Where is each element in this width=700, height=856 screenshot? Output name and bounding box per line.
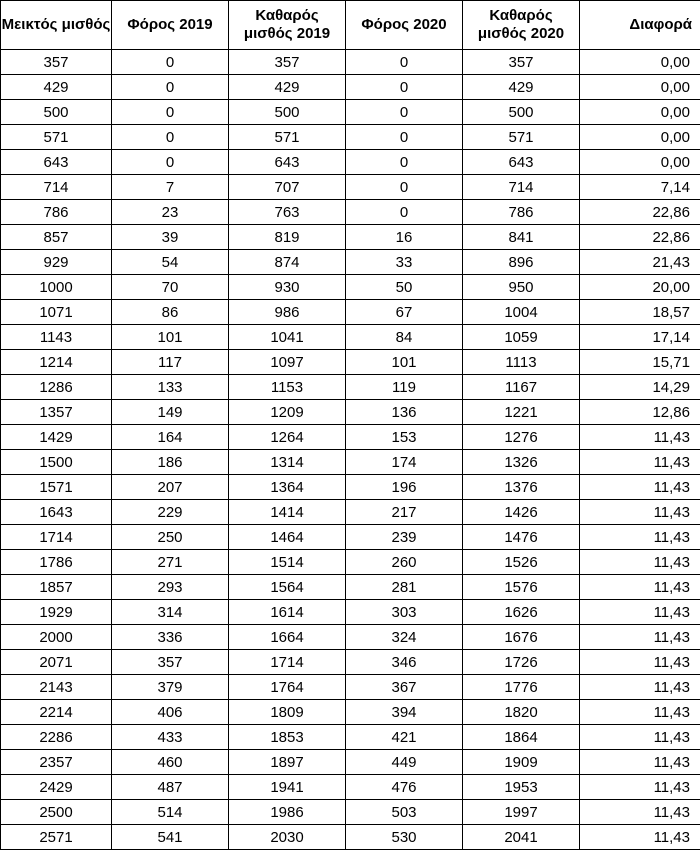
gross-salary-cell: 1214 (1, 350, 112, 375)
tax-2020-cell: 281 (346, 575, 463, 600)
table-body (1, 50, 700, 850)
table-row (1, 700, 700, 725)
gross-salary-cell: 357 (1, 50, 112, 75)
table-row (1, 775, 700, 800)
tax-2019-cell: 229 (112, 500, 229, 525)
difference-cell: 11,43 (580, 425, 700, 450)
gross-salary-cell: 2071 (1, 650, 112, 675)
difference-cell: 0,00 (580, 100, 700, 125)
tax-2019-cell: 314 (112, 600, 229, 625)
difference-cell: 18,57 (580, 300, 700, 325)
gross-salary-cell: 643 (1, 150, 112, 175)
difference-cell: 11,43 (580, 800, 700, 825)
tax-2020-cell: 136 (346, 400, 463, 425)
gross-salary-cell: 1143 (1, 325, 112, 350)
table-row (1, 50, 700, 75)
net-salary-2020-cell: 1426 (463, 500, 580, 525)
tax-2019-cell: 0 (112, 50, 229, 75)
net-salary-2020-cell: 1909 (463, 750, 580, 775)
tax-2019-cell: 186 (112, 450, 229, 475)
difference-cell: 11,43 (580, 450, 700, 475)
tax-2019-cell: 54 (112, 250, 229, 275)
net-salary-2019-cell: 643 (229, 150, 346, 175)
gross-salary-cell: 2429 (1, 775, 112, 800)
net-salary-2019-cell: 819 (229, 225, 346, 250)
tax-2020-cell: 367 (346, 675, 463, 700)
tax-2020-cell: 346 (346, 650, 463, 675)
net-salary-2020-cell: 1059 (463, 325, 580, 350)
tax-2019-cell: 207 (112, 475, 229, 500)
net-salary-2019-cell: 571 (229, 125, 346, 150)
tax-2019-cell: 0 (112, 100, 229, 125)
table-row (1, 325, 700, 350)
net-salary-2019-cell: 1041 (229, 325, 346, 350)
tax-2020-cell: 503 (346, 800, 463, 825)
table-row (1, 225, 700, 250)
table-row (1, 825, 700, 850)
gross-salary-cell: 2214 (1, 700, 112, 725)
net-salary-2019-cell: 1986 (229, 800, 346, 825)
net-salary-2020-cell: 950 (463, 275, 580, 300)
gross-salary-cell: 500 (1, 100, 112, 125)
table-row (1, 200, 700, 225)
gross-salary-cell: 1500 (1, 450, 112, 475)
net-salary-2020-cell: 1997 (463, 800, 580, 825)
net-salary-2020-cell: 643 (463, 150, 580, 175)
net-salary-2019-cell: 1097 (229, 350, 346, 375)
table-row (1, 625, 700, 650)
tax-2020-cell: 0 (346, 200, 463, 225)
net-salary-2020-cell: 1326 (463, 450, 580, 475)
net-salary-2019-cell: 1564 (229, 575, 346, 600)
net-salary-2020-cell: 1276 (463, 425, 580, 450)
net-salary-2019-cell: 1764 (229, 675, 346, 700)
header-row (1, 1, 700, 50)
tax-2020-cell: 217 (346, 500, 463, 525)
difference-cell: 14,29 (580, 375, 700, 400)
net-salary-2019-cell: 1853 (229, 725, 346, 750)
difference-cell: 11,43 (580, 625, 700, 650)
table-row (1, 150, 700, 175)
tax-2020-cell: 530 (346, 825, 463, 850)
tax-2019-cell: 7 (112, 175, 229, 200)
net-salary-2019-cell: 2030 (229, 825, 346, 850)
table-row (1, 275, 700, 300)
tax-2020-cell: 324 (346, 625, 463, 650)
gross-salary-cell: 1571 (1, 475, 112, 500)
table-row (1, 100, 700, 125)
tax-2019-cell: 293 (112, 575, 229, 600)
gross-salary-cell: 786 (1, 200, 112, 225)
gross-salary-cell: 1714 (1, 525, 112, 550)
net-salary-2020-cell: 1526 (463, 550, 580, 575)
net-salary-2019-cell: 1414 (229, 500, 346, 525)
tax-2019-cell: 460 (112, 750, 229, 775)
net-salary-2019-cell: 1897 (229, 750, 346, 775)
gross-salary-cell: 1071 (1, 300, 112, 325)
difference-cell: 15,71 (580, 350, 700, 375)
tax-2019-cell: 0 (112, 150, 229, 175)
net-salary-2019-cell: 763 (229, 200, 346, 225)
table-row (1, 750, 700, 775)
tax-2020-cell: 0 (346, 100, 463, 125)
tax-2019-cell: 133 (112, 375, 229, 400)
tax-2019-cell: 70 (112, 275, 229, 300)
difference-cell: 17,14 (580, 325, 700, 350)
net-salary-2019-cell: 1514 (229, 550, 346, 575)
difference-cell: 11,43 (580, 575, 700, 600)
tax-2020-cell: 119 (346, 375, 463, 400)
header-tax-2019: Φόρος 2019 (112, 1, 229, 50)
table-row (1, 800, 700, 825)
table-row (1, 425, 700, 450)
tax-2020-cell: 0 (346, 75, 463, 100)
table-row (1, 600, 700, 625)
table-row (1, 375, 700, 400)
tax-2020-cell: 449 (346, 750, 463, 775)
tax-2020-cell: 239 (346, 525, 463, 550)
header-gross-salary: Μεικτός μισθός (1, 1, 112, 50)
tax-2019-cell: 487 (112, 775, 229, 800)
net-salary-2019-cell: 1614 (229, 600, 346, 625)
net-salary-2019-cell: 357 (229, 50, 346, 75)
difference-cell: 7,14 (580, 175, 700, 200)
gross-salary-cell: 2357 (1, 750, 112, 775)
tax-2020-cell: 16 (346, 225, 463, 250)
difference-cell: 11,43 (580, 825, 700, 850)
tax-2019-cell: 271 (112, 550, 229, 575)
tax-2019-cell: 514 (112, 800, 229, 825)
gross-salary-cell: 2286 (1, 725, 112, 750)
gross-salary-cell: 2000 (1, 625, 112, 650)
table-row (1, 250, 700, 275)
net-salary-2020-cell: 1776 (463, 675, 580, 700)
net-salary-2020-cell: 1167 (463, 375, 580, 400)
gross-salary-cell: 929 (1, 250, 112, 275)
tax-2020-cell: 0 (346, 50, 463, 75)
difference-cell: 0,00 (580, 75, 700, 100)
table-row (1, 725, 700, 750)
table-row (1, 450, 700, 475)
tax-2019-cell: 250 (112, 525, 229, 550)
gross-salary-cell: 571 (1, 125, 112, 150)
difference-cell: 21,43 (580, 250, 700, 275)
gross-salary-cell: 2571 (1, 825, 112, 850)
gross-salary-cell: 1286 (1, 375, 112, 400)
tax-2020-cell: 0 (346, 150, 463, 175)
tax-2019-cell: 0 (112, 125, 229, 150)
tax-2019-cell: 101 (112, 325, 229, 350)
net-salary-2019-cell: 707 (229, 175, 346, 200)
tax-2019-cell: 541 (112, 825, 229, 850)
table-row (1, 675, 700, 700)
tax-2019-cell: 433 (112, 725, 229, 750)
difference-cell: 11,43 (580, 650, 700, 675)
tax-2019-cell: 357 (112, 650, 229, 675)
net-salary-2020-cell: 1820 (463, 700, 580, 725)
tax-2020-cell: 101 (346, 350, 463, 375)
gross-salary-cell: 2500 (1, 800, 112, 825)
gross-salary-cell: 2143 (1, 675, 112, 700)
table-row (1, 400, 700, 425)
tax-2020-cell: 0 (346, 175, 463, 200)
difference-cell: 11,43 (580, 700, 700, 725)
table-row (1, 650, 700, 675)
table-row (1, 350, 700, 375)
tax-2020-cell: 196 (346, 475, 463, 500)
net-salary-2019-cell: 1314 (229, 450, 346, 475)
net-salary-2020-cell: 1476 (463, 525, 580, 550)
net-salary-2020-cell: 1953 (463, 775, 580, 800)
tax-2019-cell: 23 (112, 200, 229, 225)
tax-2020-cell: 153 (346, 425, 463, 450)
net-salary-2019-cell: 1809 (229, 700, 346, 725)
gross-salary-cell: 429 (1, 75, 112, 100)
gross-salary-cell: 1429 (1, 425, 112, 450)
table-row (1, 475, 700, 500)
difference-cell: 0,00 (580, 50, 700, 75)
net-salary-2020-cell: 1676 (463, 625, 580, 650)
tax-2019-cell: 117 (112, 350, 229, 375)
net-salary-2020-cell: 714 (463, 175, 580, 200)
header-tax-2020: Φόρος 2020 (346, 1, 463, 50)
table-row (1, 575, 700, 600)
difference-cell: 0,00 (580, 125, 700, 150)
tax-2019-cell: 164 (112, 425, 229, 450)
table-row (1, 75, 700, 100)
tax-2020-cell: 421 (346, 725, 463, 750)
difference-cell: 11,43 (580, 550, 700, 575)
net-salary-2019-cell: 429 (229, 75, 346, 100)
net-salary-2020-cell: 1376 (463, 475, 580, 500)
header-net-salary-2020: Καθαρός μισθός 2020 (463, 1, 580, 50)
net-salary-2019-cell: 1264 (229, 425, 346, 450)
gross-salary-cell: 1857 (1, 575, 112, 600)
table-row (1, 125, 700, 150)
net-salary-2020-cell: 1626 (463, 600, 580, 625)
tax-2020-cell: 0 (346, 125, 463, 150)
tax-2019-cell: 39 (112, 225, 229, 250)
tax-2019-cell: 86 (112, 300, 229, 325)
tax-2020-cell: 476 (346, 775, 463, 800)
tax-2020-cell: 33 (346, 250, 463, 275)
tax-2020-cell: 50 (346, 275, 463, 300)
net-salary-2019-cell: 1464 (229, 525, 346, 550)
net-salary-2020-cell: 841 (463, 225, 580, 250)
net-salary-2020-cell: 357 (463, 50, 580, 75)
gross-salary-cell: 1929 (1, 600, 112, 625)
tax-2020-cell: 260 (346, 550, 463, 575)
net-salary-2019-cell: 1664 (229, 625, 346, 650)
gross-salary-cell: 1643 (1, 500, 112, 525)
tax-2020-cell: 67 (346, 300, 463, 325)
net-salary-2020-cell: 1576 (463, 575, 580, 600)
table-row (1, 500, 700, 525)
difference-cell: 11,43 (580, 725, 700, 750)
tax-2020-cell: 303 (346, 600, 463, 625)
difference-cell: 11,43 (580, 675, 700, 700)
difference-cell: 11,43 (580, 525, 700, 550)
net-salary-2020-cell: 896 (463, 250, 580, 275)
gross-salary-cell: 1000 (1, 275, 112, 300)
table-row (1, 175, 700, 200)
net-salary-2020-cell: 1221 (463, 400, 580, 425)
tax-2019-cell: 0 (112, 75, 229, 100)
table-row (1, 300, 700, 325)
net-salary-2020-cell: 1113 (463, 350, 580, 375)
tax-2019-cell: 336 (112, 625, 229, 650)
net-salary-2020-cell: 429 (463, 75, 580, 100)
header-difference: Διαφορά (580, 1, 700, 50)
tax-2020-cell: 174 (346, 450, 463, 475)
net-salary-2020-cell: 571 (463, 125, 580, 150)
tax-2019-cell: 379 (112, 675, 229, 700)
difference-cell: 11,43 (580, 500, 700, 525)
difference-cell: 11,43 (580, 750, 700, 775)
gross-salary-cell: 714 (1, 175, 112, 200)
header-net-salary-2019: Καθαρός μισθός 2019 (229, 1, 346, 50)
difference-cell: 22,86 (580, 200, 700, 225)
gross-salary-cell: 1357 (1, 400, 112, 425)
net-salary-2019-cell: 1364 (229, 475, 346, 500)
net-salary-2020-cell: 1004 (463, 300, 580, 325)
net-salary-2019-cell: 1941 (229, 775, 346, 800)
net-salary-2020-cell: 1864 (463, 725, 580, 750)
difference-cell: 20,00 (580, 275, 700, 300)
difference-cell: 12,86 (580, 400, 700, 425)
net-salary-2020-cell: 2041 (463, 825, 580, 850)
gross-salary-cell: 857 (1, 225, 112, 250)
net-salary-2019-cell: 930 (229, 275, 346, 300)
net-salary-2020-cell: 500 (463, 100, 580, 125)
net-salary-2020-cell: 786 (463, 200, 580, 225)
difference-cell: 22,86 (580, 225, 700, 250)
difference-cell: 11,43 (580, 475, 700, 500)
table-row (1, 550, 700, 575)
table-row (1, 525, 700, 550)
net-salary-2019-cell: 500 (229, 100, 346, 125)
tax-2019-cell: 406 (112, 700, 229, 725)
gross-salary-cell: 1786 (1, 550, 112, 575)
net-salary-2020-cell: 1726 (463, 650, 580, 675)
difference-cell: 11,43 (580, 775, 700, 800)
net-salary-2019-cell: 1714 (229, 650, 346, 675)
tax-2020-cell: 394 (346, 700, 463, 725)
tax-2020-cell: 84 (346, 325, 463, 350)
tax-2019-cell: 149 (112, 400, 229, 425)
net-salary-2019-cell: 1209 (229, 400, 346, 425)
net-salary-2019-cell: 986 (229, 300, 346, 325)
difference-cell: 11,43 (580, 600, 700, 625)
net-salary-2019-cell: 874 (229, 250, 346, 275)
net-salary-2019-cell: 1153 (229, 375, 346, 400)
difference-cell: 0,00 (580, 150, 700, 175)
